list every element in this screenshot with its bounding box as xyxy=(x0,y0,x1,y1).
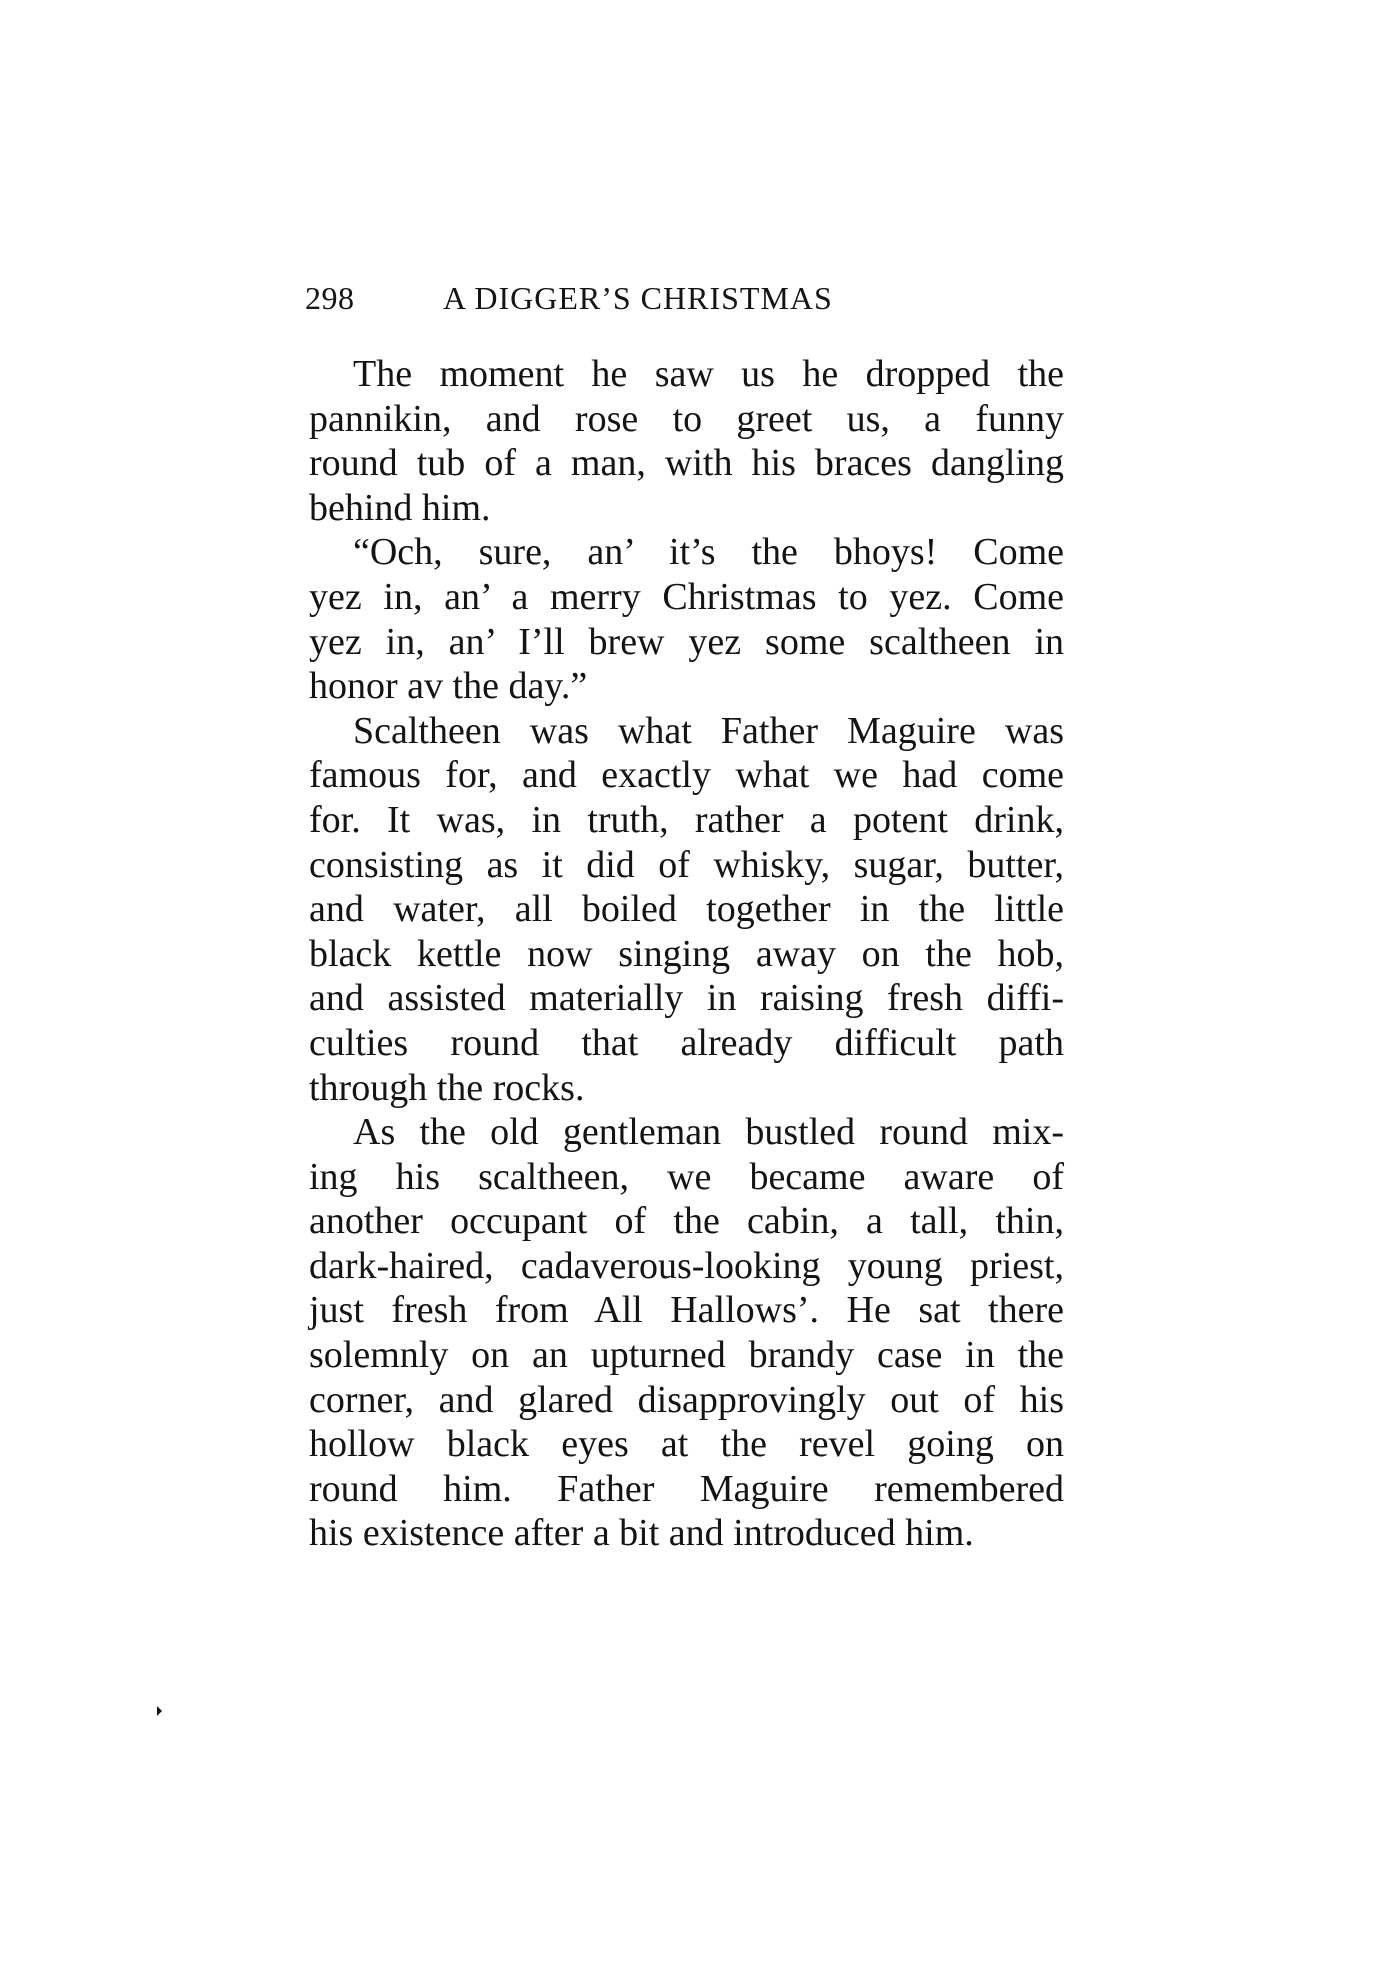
page-number: 298 xyxy=(305,280,355,316)
text-line: honor av the day.” xyxy=(309,665,588,708)
paragraph-4 xyxy=(309,1110,1064,1556)
text-line: hollow black eyes at the revel going on xyxy=(309,1423,1064,1466)
page-header xyxy=(305,278,1065,318)
paragraph-2 xyxy=(309,530,1064,708)
text-line: culties round that already difficult path xyxy=(309,1021,1064,1064)
text-line: behind him. xyxy=(309,486,491,529)
text-line: just fresh from All Hallows’. He sat there xyxy=(309,1289,1064,1332)
text-line: his existence after a bit and introduced him. xyxy=(309,1512,974,1555)
text-line: corner, and glared disapprovingly out of his xyxy=(309,1378,1064,1421)
text-line: round him. Father Maguire remembered xyxy=(309,1467,1064,1510)
text-line: yez in, an’ a merry Christmas to yez. Come xyxy=(309,575,1064,618)
text-line: round tub of a man, with his braces dangling xyxy=(309,442,1064,485)
text-line: ing his scaltheen, we became aware of xyxy=(309,1155,1064,1198)
text-line: solemnly on an upturned brandy case in the xyxy=(309,1334,1064,1377)
stray-ink-mark xyxy=(157,1706,162,1716)
text-line: through the rocks. xyxy=(309,1066,585,1109)
text-line: Scaltheen was what Father Maguire was xyxy=(353,709,1064,752)
text-line: famous for, and exactly what we had come xyxy=(309,754,1064,797)
text-line: black kettle now singing away on the hob, xyxy=(309,932,1064,975)
text-line: pannikin, and rose to greet us, a funny xyxy=(309,397,1064,440)
text-line: consisting as it did of whisky, sugar, butter, xyxy=(309,843,1064,886)
text-line: dark-haired, cadaverous-looking young priest, xyxy=(309,1244,1064,1287)
text-line: another occupant of the cabin, a tall, thin, xyxy=(309,1200,1064,1243)
text-line: The moment he saw us he dropped the xyxy=(353,353,1064,395)
text-line: As the old gentleman bustled round mix- xyxy=(353,1111,1064,1154)
text-line: and assisted materially in raising fresh diffi- xyxy=(309,977,1064,1020)
text-line: and water, all boiled together in the little xyxy=(309,888,1064,931)
text-line: “Och, sure, an’ it’s the bhoys! Come xyxy=(353,531,1064,574)
paragraph-1 xyxy=(309,352,1064,530)
page-body xyxy=(309,352,1064,1556)
paragraph-3 xyxy=(309,709,1064,1110)
text-line: yez in, an’ I’ll brew yez some scaltheen in xyxy=(309,620,1064,663)
text-line: for. It was, in truth, rather a potent drink, xyxy=(309,798,1064,841)
running-title: A DIGGER’S CHRISTMAS xyxy=(443,280,833,316)
